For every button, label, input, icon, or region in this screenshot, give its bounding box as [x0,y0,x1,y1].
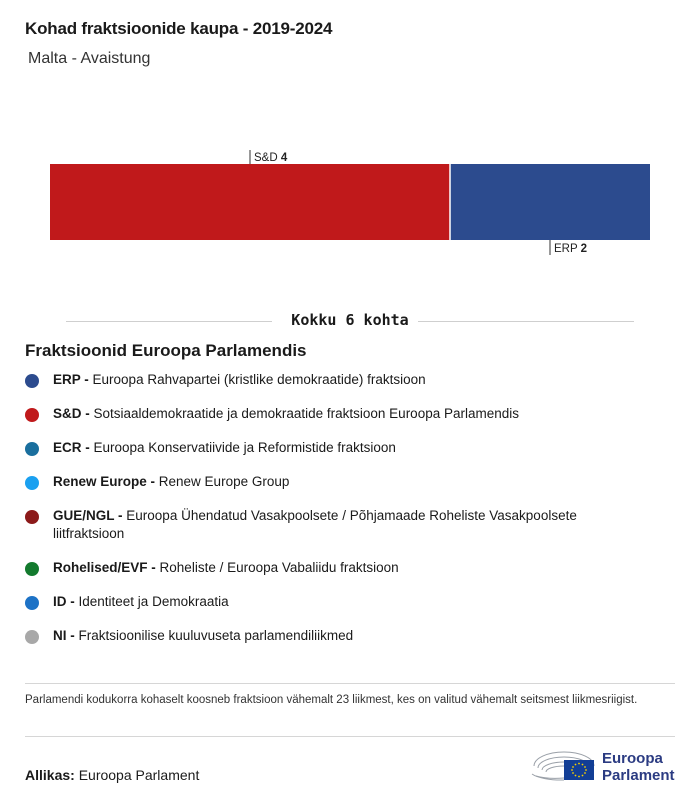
bar-label-value: 2 [580,243,588,255]
legend-abbr: Rohelised/EVF - [53,560,156,575]
bar-label-name: S&D [254,152,281,164]
legend-abbr: ID - [53,594,75,609]
logo-line1: Euroopa [602,750,663,767]
bar-label-name: ERP [554,243,581,255]
legend-abbr: NI - [53,628,75,643]
legend-desc: Renew Europe Group [158,474,290,489]
legend-dot-icon [25,408,39,422]
divider [25,736,675,737]
legend-dot-icon [25,562,39,576]
legend-desc: Euroopa Konservatiivide ja Reformistide fraktsioon [93,440,396,455]
legend-dot-icon [25,510,39,524]
legend-dot-icon [25,596,39,610]
legend-dot-icon [25,630,39,644]
bar-segment-erp [450,164,650,240]
legend-abbr: ERP - [53,372,89,387]
bar-label [554,243,587,255]
legend-desc: Identiteet ja Demokraatia [78,594,229,609]
legend-abbr: ECR - [53,440,90,455]
legend-title: Fraktsioonid Euroopa Parlamendis [25,341,307,360]
legend-abbr: Renew Europe - [53,474,156,489]
total-label: Kokku 6 kohta [291,311,409,329]
seat-chart [0,140,700,265]
source-value: Euroopa Parlament [78,767,200,783]
bar-label-value: 4 [280,152,288,164]
legend-abbr: GUE/NGL - [53,508,123,523]
source [25,767,199,783]
bar-label [254,152,288,164]
footnote: Parlamendi kodukorra kohaselt koosneb fraktsioon vähemalt 23 liikmest, kes on valitud vähemalt seitsmest liikmesriigist. [25,694,638,706]
legend-dot-icon [25,476,39,490]
legend-dot-icon [25,442,39,456]
legend-dot-icon [25,374,39,388]
bar-segment-s-d [50,164,450,240]
divider [25,683,675,684]
legend-abbr: S&D - [53,406,90,421]
legend-desc: Sotsiaaldemokraatide ja demokraatide fraktsioon Euroopa Parlamendis [93,406,520,421]
logo-line2: Parlament [602,767,675,784]
chart-subtitle: Malta - Avaistung [28,50,151,67]
legend-desc: Euroopa Ühendatud Vasakpoolsete / Põhjamaade Roheliste Vasakpoolsete liitfraktsioon [53,508,577,541]
total-seats [66,311,634,333]
total-line-right [418,321,634,322]
legend-desc: Fraktsioonilise kuuluvuseta parlamendiliikmed [78,628,354,643]
source-label: Allikas: [25,767,75,783]
logo-text [602,750,675,784]
legend-desc: Euroopa Rahvapartei (kristlike demokraatide) fraktsioon [92,372,426,387]
chart-title: Kohad fraktsioonide kaupa - 2019-2024 [25,19,333,38]
legend-desc: Roheliste / Euroopa Vabaliidu fraktsioon [159,560,399,575]
